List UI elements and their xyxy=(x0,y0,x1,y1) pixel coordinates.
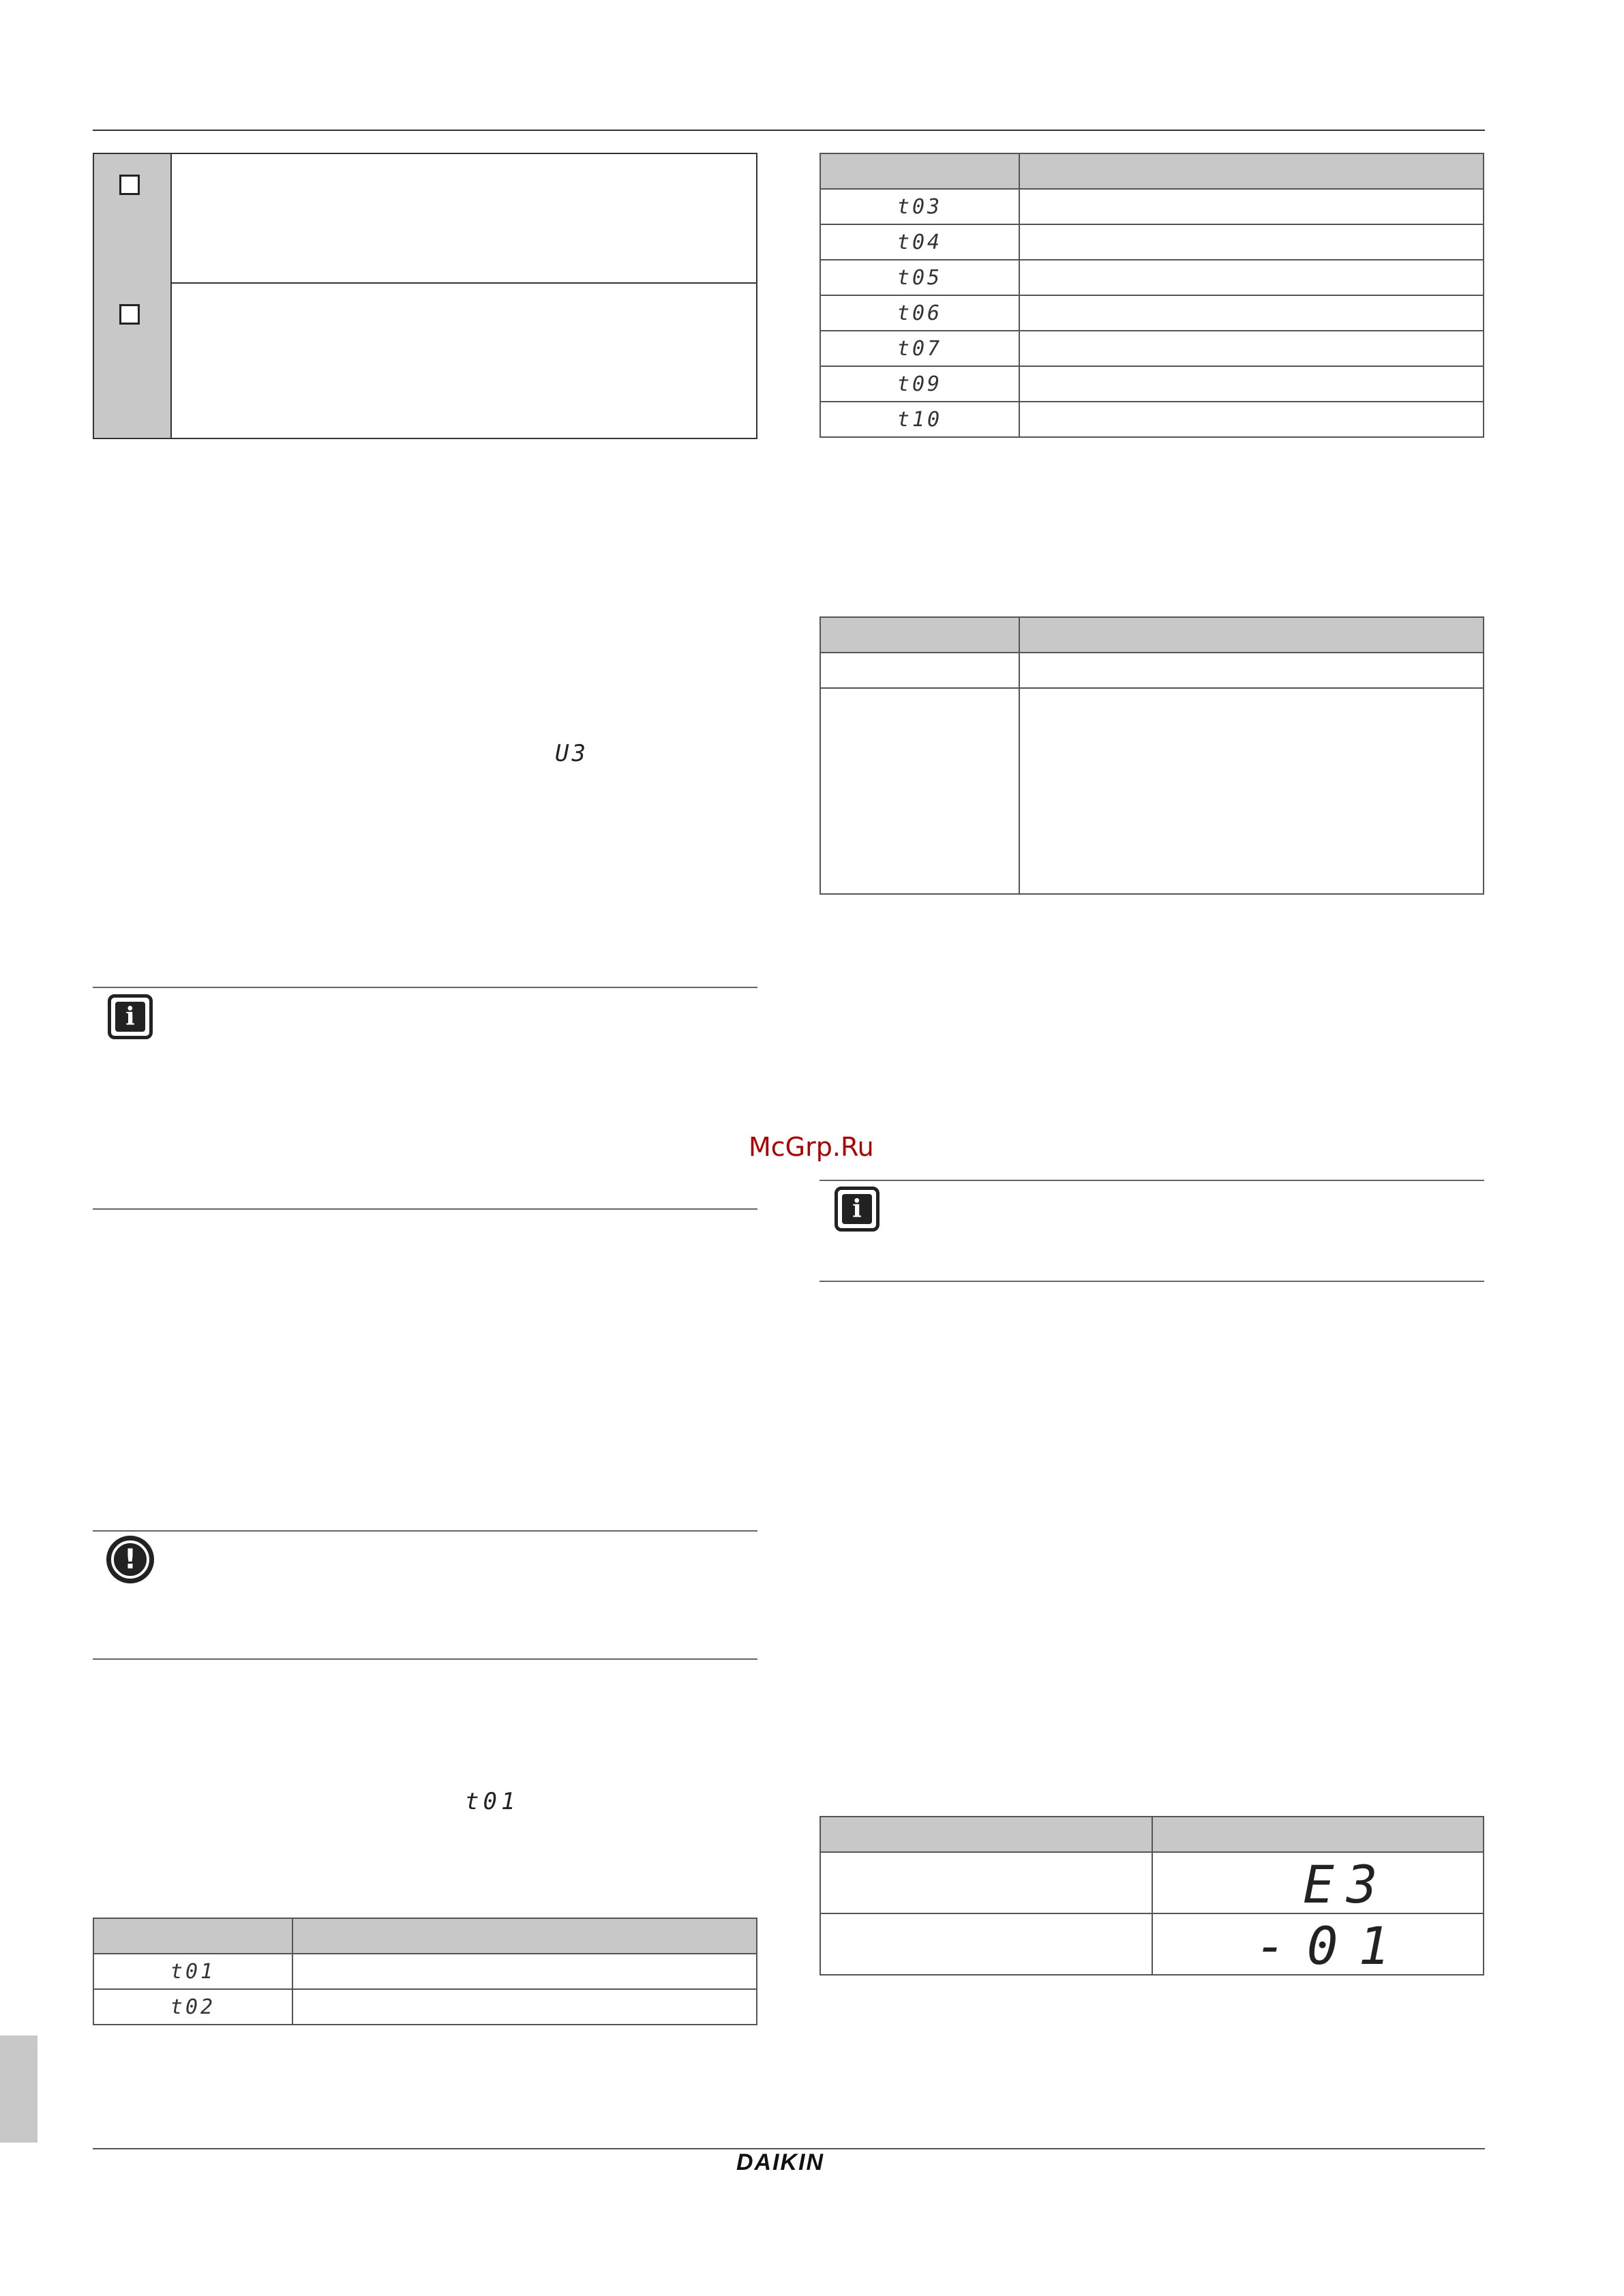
code-cell: t05 xyxy=(820,260,1019,295)
checklist-box xyxy=(93,153,757,439)
checklist-divider xyxy=(170,282,756,284)
warning-note-top-rule xyxy=(93,1530,757,1532)
table-header-code xyxy=(820,153,1019,189)
table-cell xyxy=(1019,653,1484,688)
table-row xyxy=(820,224,1484,260)
inline-code-t01: t01 xyxy=(465,1788,520,1815)
table-header-description xyxy=(1019,153,1484,189)
display-line-2: -01 xyxy=(1255,1915,1411,1976)
table-cell xyxy=(820,688,1019,894)
daikin-logo: DAIKIN xyxy=(736,2149,825,2175)
table-header-col1 xyxy=(820,1817,1152,1852)
table-row xyxy=(820,366,1484,402)
checklist-gutter-divider xyxy=(170,154,172,438)
header-rule xyxy=(93,130,1485,131)
display-cell xyxy=(1152,1852,1484,1913)
table-header-col2 xyxy=(1152,1817,1484,1852)
info-icon: i xyxy=(834,1187,879,1232)
watermark: McGrp.Ru xyxy=(749,1132,874,1162)
table-row xyxy=(93,1989,757,2025)
table-row xyxy=(820,331,1484,366)
checklist-gutter xyxy=(94,154,170,438)
code-cell: t10 xyxy=(820,402,1019,437)
description-cell xyxy=(1019,295,1484,331)
code-table-right xyxy=(819,153,1484,438)
display-line-1: E3 xyxy=(1303,1854,1390,1915)
side-tab xyxy=(0,2036,37,2143)
info-note-2-bottom-rule xyxy=(819,1281,1484,1282)
code-cell: t03 xyxy=(820,189,1019,224)
table-row xyxy=(820,688,1484,894)
code-cell: t01 xyxy=(93,1954,292,1989)
description-cell xyxy=(1019,189,1484,224)
info-note-1-top-rule xyxy=(93,987,757,988)
inline-code-u3: U3 xyxy=(555,740,588,767)
table-row xyxy=(820,1913,1484,1975)
info-note-2-top-rule xyxy=(819,1180,1484,1181)
table-cell xyxy=(820,1913,1152,1975)
checkbox-2[interactable] xyxy=(119,304,140,325)
table-row xyxy=(820,295,1484,331)
description-cell xyxy=(1019,366,1484,402)
code-cell: t04 xyxy=(820,224,1019,260)
code-cell: t07 xyxy=(820,331,1019,366)
blank-table-right xyxy=(819,616,1484,895)
warning-icon: ! xyxy=(106,1536,154,1583)
description-cell xyxy=(1019,331,1484,366)
description-cell xyxy=(1019,224,1484,260)
table-header-col1 xyxy=(820,617,1019,653)
display-table xyxy=(819,1816,1484,1976)
code-cell: t06 xyxy=(820,295,1019,331)
description-cell xyxy=(1019,402,1484,437)
table-row xyxy=(93,1954,757,1989)
table-row xyxy=(820,653,1484,688)
warning-note-bottom-rule xyxy=(93,1658,757,1660)
info-icon: i xyxy=(108,994,153,1039)
info-note-1-bottom-rule xyxy=(93,1208,757,1210)
table-row xyxy=(820,189,1484,224)
table-header-description xyxy=(292,1918,757,1954)
description-cell xyxy=(292,1954,757,1989)
display-cell xyxy=(1152,1913,1484,1975)
code-table-left xyxy=(93,1918,757,2025)
table-row xyxy=(820,1852,1484,1913)
code-cell: t09 xyxy=(820,366,1019,402)
description-cell xyxy=(292,1989,757,2025)
table-cell xyxy=(820,1852,1152,1913)
table-header-col2 xyxy=(1019,617,1484,653)
table-row xyxy=(820,260,1484,295)
code-cell: t02 xyxy=(93,1989,292,2025)
table-row xyxy=(820,402,1484,437)
checkbox-1[interactable] xyxy=(119,175,140,195)
description-cell xyxy=(1019,260,1484,295)
table-header-code xyxy=(93,1918,292,1954)
table-cell xyxy=(1019,688,1484,894)
table-cell xyxy=(820,653,1019,688)
